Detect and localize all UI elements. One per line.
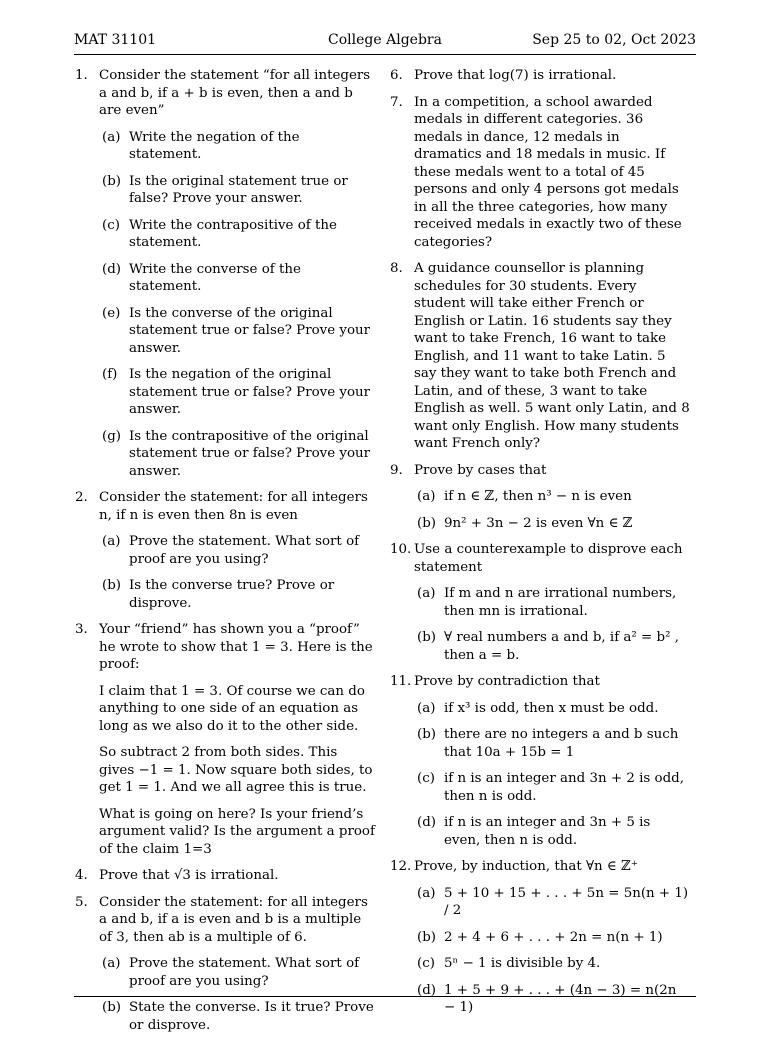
subpart: (a) Write the negation of the statement.: [102, 129, 300, 162]
problem-number: 6.: [390, 68, 403, 83]
subpart: (c) Write the contrapositive of the statement.: [102, 217, 337, 250]
problem-3: [75, 621, 375, 858]
problem-11: [390, 673, 690, 849]
date-range: Sep 25 to 02, Oct 2023: [532, 32, 696, 48]
subpart: (d) Write the converse of the statement.: [102, 261, 301, 294]
proof-paragraph-2: So subtract 2 from both sides. This gives −1 = 1. Now square both sides, to get 1 = 1. And we all agree this is true.: [99, 745, 373, 795]
problem-number: 2.: [75, 490, 88, 505]
problem-7: [390, 94, 690, 252]
subpart: (f) Is the negation of the original statement true or false? Prove your answer.: [102, 367, 371, 417]
problem-text: Consider the statement: for all integers a and b, if a is even and b is a multiple of 3, then ab is a multiple of 6.: [99, 894, 368, 945]
problem-1: [75, 67, 375, 480]
course-title: College Algebra: [328, 32, 442, 48]
page-header: [74, 30, 696, 55]
footer-rule: [74, 996, 696, 997]
problem-number: 12.: [390, 859, 412, 874]
problem-text: In a competition, a school awarded medals in different categories. 36 medals in dance, 12 medals in dramatics and 18 medals in music. If these medals went to a total of 45 persons and only 4 persons got medals in all the three categories, how many received medals in exactly two of these categories?: [414, 94, 682, 250]
problem-text: Consider the statement “for all integers a and b, if a + b is even, then a and b are even”: [99, 68, 371, 118]
problem-8: [390, 260, 690, 453]
subpart: (a) if x³ is odd, then x must be odd.: [417, 700, 659, 716]
subpart: (d) 1 + 5 + 9 + . . . + (4n − 3) = n(2n − 1): [417, 982, 677, 1015]
subpart: (a) If m and n are irrational numbers, then mn is irrational.: [417, 586, 677, 619]
subpart: (a) Prove the statement. What sort of proof are you using?: [102, 956, 360, 989]
problem-number: 10.: [390, 542, 412, 557]
problem-number: 5.: [75, 894, 88, 910]
subpart: (d) if n is an integer and 3n + 5 is even, then n is odd.: [417, 815, 651, 848]
problem-2: [75, 489, 375, 612]
problem-number: 11.: [390, 674, 412, 689]
subpart: (a) if n ∈ ℤ, then n³ − n is even: [417, 489, 632, 504]
problem-text: Prove by cases that: [414, 462, 547, 478]
problem-number: 1.: [75, 68, 88, 83]
subpart: (b) Is the original statement true or false? Prove your answer.: [102, 173, 348, 206]
problem-text: Prove that √3 is irrational.: [99, 868, 279, 883]
subpart: (g) Is the contrapositive of the original statement true or false? Prove your answer.: [102, 428, 371, 479]
problem-4: [75, 867, 375, 885]
subpart: (b) 9n² + 3n − 2 is even ∀n ∈ ℤ: [417, 515, 633, 531]
subpart: (b) there are no integers a and b such that 10a + 15b = 1: [417, 727, 679, 760]
problem-5: [75, 894, 375, 1035]
problem-text: Your “friend” has shown you a “proof” he wrote to show that 1 = 3. Here is the proof:: [99, 622, 373, 672]
problem-10: [390, 541, 690, 664]
subpart: (c) 5ⁿ − 1 is divisible by 4.: [417, 956, 601, 971]
problem-12: [390, 858, 690, 1017]
subpart: (a) Prove the statement. What sort of proof are you using?: [102, 534, 360, 567]
subpart: (a) 5 + 10 + 15 + . . . + 5n = 5n(n + 1) / 2: [417, 885, 689, 918]
subpart: (e) Is the converse of the original statement true or false? Prove your answer.: [102, 305, 371, 356]
subpart: (b) 2 + 4 + 6 + . . . + 2n = n(n + 1): [417, 929, 663, 945]
problem-number: 7.: [390, 94, 403, 110]
problem-text: Prove that log(7) is irrational.: [414, 68, 617, 83]
problem-number: 4.: [75, 868, 88, 883]
right-column: [390, 67, 690, 1026]
subpart: (b) Is the converse true? Prove or disprove.: [102, 578, 335, 611]
subpart: (b) State the converse. Is it true? Prove or disprove.: [102, 1000, 374, 1033]
problem-text: Prove, by induction, that ∀n ∈ ℤ⁺: [414, 859, 638, 874]
problem-text: Use a counterexample to disprove each statement: [414, 542, 683, 575]
problem-text: Consider the statement: for all integers n, if n is even then 8n is even: [99, 490, 368, 523]
problem-number: 9.: [390, 462, 403, 478]
problem-number: 3.: [75, 622, 88, 637]
problem-9: [390, 462, 690, 533]
problem-text: A guidance counsellor is planning schedules for 30 students. Every student will take either French or English or Latin. 16 students say they want to take French, 16 want to take English, and 11 want to take Latin. 5 say they want to take both French and Latin, and of these, 3 want to take English as well. 5 want only Latin, and 8 want only English. How many students want French only?: [414, 261, 690, 451]
problem-number: 8.: [390, 261, 403, 276]
subpart: (c) if n is an integer and 3n + 2 is odd, then n is odd.: [417, 771, 684, 804]
problem-6: [390, 67, 690, 85]
proof-paragraph-3: What is going on here? Is your friend’s argument valid? Is the argument a proof of the claim 1=3: [99, 806, 375, 857]
course-code: MAT 31101: [74, 32, 157, 48]
proof-paragraph-1: I claim that 1 = 3. Of course we can do anything to one side of an equation as long as we also do it to the other side.: [99, 683, 365, 734]
subpart: (b) ∀ real numbers a and b, if a² = b² , then a = b.: [417, 630, 679, 663]
left-column: [75, 67, 375, 1043]
problem-text: Prove by contradiction that: [414, 674, 600, 689]
